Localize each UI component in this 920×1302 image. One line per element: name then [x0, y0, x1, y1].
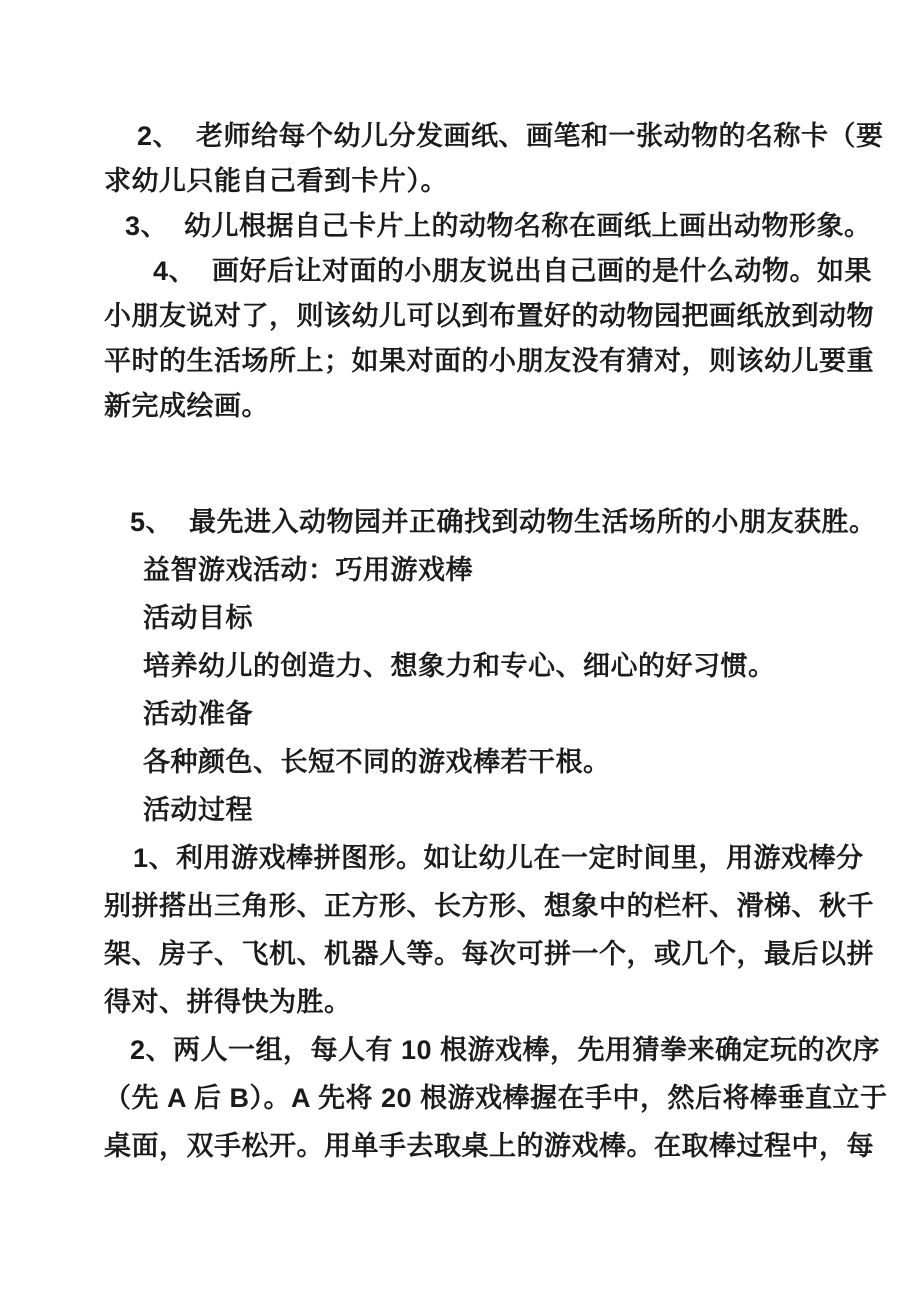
- doc-line: 活动目标: [143, 603, 253, 633]
- doc-line: 架、房子、飞机、机器人等。每次可拼一个，或几个，最后以拼: [104, 939, 874, 969]
- doc-line: 桌面，双手松开。用单手去取桌上的游戏棒。在取棒过程中，每: [104, 1131, 874, 1161]
- doc-line: 求幼儿只能自己看到卡片）。: [104, 166, 448, 196]
- doc-line: 新完成绘画。: [104, 391, 269, 421]
- doc-line: 3、 幼儿根据自己卡片上的动物名称在画纸上画出动物形象。: [125, 211, 872, 241]
- doc-line: 各种颜色、长短不同的游戏棒若干根。: [143, 747, 611, 777]
- doc-line: 2、 老师给每个幼儿分发画纸、画笔和一张动物的名称卡（要: [137, 121, 884, 151]
- doc-line: （先 A 后 B）。A 先将 20 根游戏棒握在手中，然后将棒垂直立于: [104, 1083, 888, 1113]
- doc-line: 1、利用游戏棒拼图形。如让幼儿在一定时间里，用游戏棒分: [133, 843, 864, 873]
- doc-line: 小朋友说对了，则该幼儿可以到布置好的动物园把画纸放到动物: [104, 301, 874, 331]
- paragraph-gap: [104, 429, 920, 498]
- doc-line: 4、 画好后让对面的小朋友说出自己画的是什么动物。如果: [153, 256, 873, 286]
- doc-line: 培养幼儿的创造力、想象力和专心、细心的好习惯。: [143, 651, 776, 681]
- doc-line: 平时的生活场所上；如果对面的小朋友没有猜对，则该幼儿要重: [104, 346, 874, 376]
- doc-line: 得对、拼得快为胜。: [104, 987, 352, 1017]
- doc-line: 别拼搭出三角形、正方形、长方形、想象中的栏杆、滑梯、秋千: [104, 891, 874, 921]
- doc-line: 5、 最先进入动物园并正确找到动物生活场所的小朋友获胜。: [130, 507, 877, 537]
- doc-line: 活动过程: [143, 795, 253, 825]
- doc-line: 益智游戏活动：巧用游戏棒: [143, 555, 473, 585]
- doc-line: 活动准备: [143, 699, 253, 729]
- doc-line: 2、两人一组，每人有 10 根游戏棒，先用猜拳来确定玩的次序: [130, 1035, 881, 1065]
